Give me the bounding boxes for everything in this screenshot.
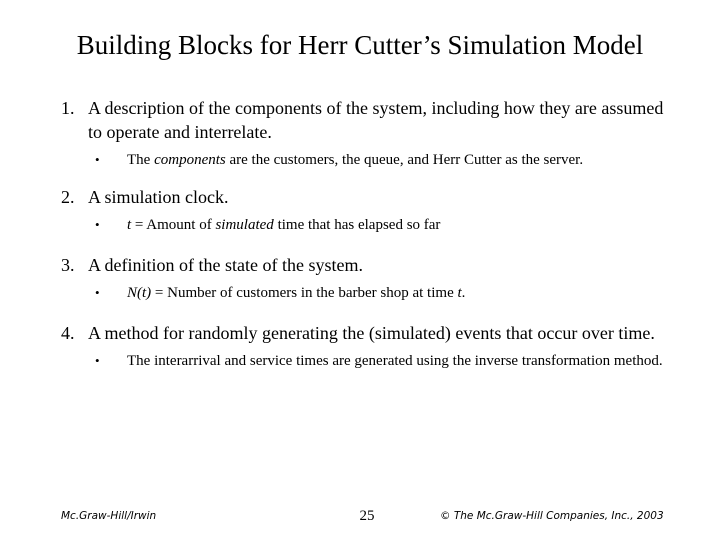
sub-text-post: time that has elapsed so far xyxy=(273,217,441,233)
page-number: 25 xyxy=(359,508,375,524)
sub-bullet-text xyxy=(127,285,465,301)
list-item-1 xyxy=(61,96,681,170)
sub-text-mid: = Amount of xyxy=(131,217,216,233)
sub-bullet-text xyxy=(127,152,583,168)
sub-bullet xyxy=(95,215,681,235)
item-number: 1. xyxy=(61,98,75,118)
bullet-icon: • xyxy=(95,353,100,368)
sub-text-variable: t xyxy=(127,217,132,233)
sub-bullet xyxy=(95,351,681,371)
sub-text-variable: N(t) xyxy=(127,285,152,301)
bullet-icon: • xyxy=(95,152,100,167)
list-item-4 xyxy=(61,321,681,371)
item-number: 2. xyxy=(61,187,75,207)
item-number: 4. xyxy=(61,323,75,343)
sub-bullet xyxy=(95,150,681,170)
bullet-icon: • xyxy=(95,217,100,232)
numbered-list xyxy=(61,96,681,371)
sub-text-post: . xyxy=(461,285,466,301)
sub-bullet xyxy=(95,283,681,303)
sub-text-post: are the customers, the queue, and Herr Cutter as the server. xyxy=(225,152,584,168)
footer-publisher: Mc.Graw-Hill/Irwin xyxy=(61,510,157,522)
sub-bullet-text: The interarrival and service times are generated using the inverse transformation method. xyxy=(127,353,663,369)
sub-text-variable: t xyxy=(457,285,462,301)
slide-title: Building Blocks for Herr Cutter’s Simulation Model xyxy=(76,30,644,60)
item-number: 3. xyxy=(61,255,75,275)
bullet-icon: • xyxy=(95,285,100,300)
item-text: A simulation clock. xyxy=(88,187,229,207)
sub-text-emphasis: components xyxy=(154,152,226,168)
sub-bullet-text xyxy=(127,217,440,233)
footer-copyright: © The Mc.Graw-Hill Companies, Inc., 2003 xyxy=(440,510,664,522)
sub-text-emphasis: simulated xyxy=(215,217,274,233)
sub-text-mid: = Number of customers in the barber shop at time xyxy=(151,285,458,301)
item-text: A definition of the state of the system. xyxy=(88,255,363,275)
item-text: A description of the components of the system, including how they are assumed to operate and interrelate. xyxy=(88,98,664,142)
list-item-3 xyxy=(61,253,681,303)
list-item-2 xyxy=(61,185,681,235)
sub-text-pre: The xyxy=(127,152,155,168)
item-text: A method for randomly generating the (simulated) events that occur over time. xyxy=(88,323,655,343)
